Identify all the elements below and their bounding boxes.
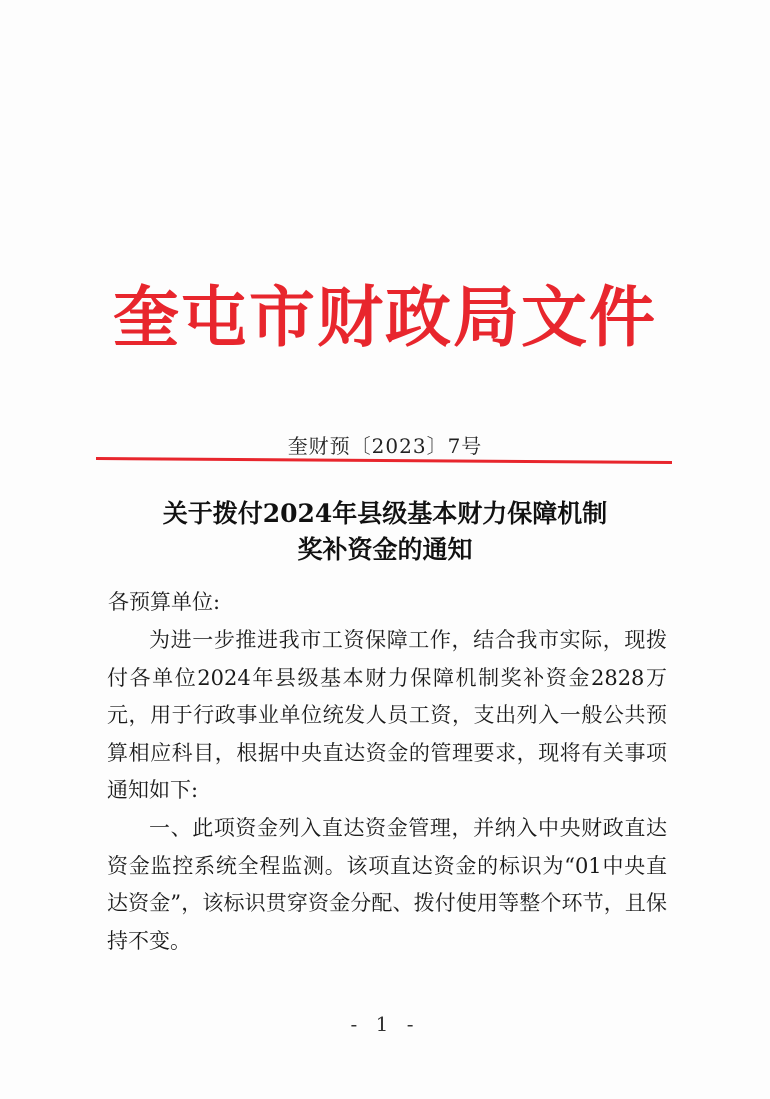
body-paragraph-1: 为进一步推进我市工资保障工作，结合我市实际，现拨付各单位2024年县级基本财力保障机制奖补资金2828万元，用于行政事业单位统发人员工资，支出列入一般公共预算相应科目，根据中央直达资金的管理要求，现将有关事项通知如下: [107, 628, 667, 802]
notice-title-line-1: 关于拨付2024年县级基本财力保障机制 [162, 499, 608, 528]
masthead-title: 奎屯市财政局文件 [113, 278, 657, 356]
document-number: 奎财预〔2023〕7号 [287, 434, 483, 458]
body-paragraph-2: 一、此项资金列入直达资金管理，并纳入中央财政直达资金监控系统全程监测。该项直达资金的标识为“01中央直达资金”，该标识贯穿资金分配、拨付使用等整个环节，且保持不变。 [107, 816, 667, 953]
notice-title-line-2: 奖补资金的通知 [297, 535, 473, 564]
page-number: - 1 - [350, 1012, 420, 1036]
salutation: 各预算单位: [108, 590, 221, 614]
notice-title [0, 496, 770, 568]
